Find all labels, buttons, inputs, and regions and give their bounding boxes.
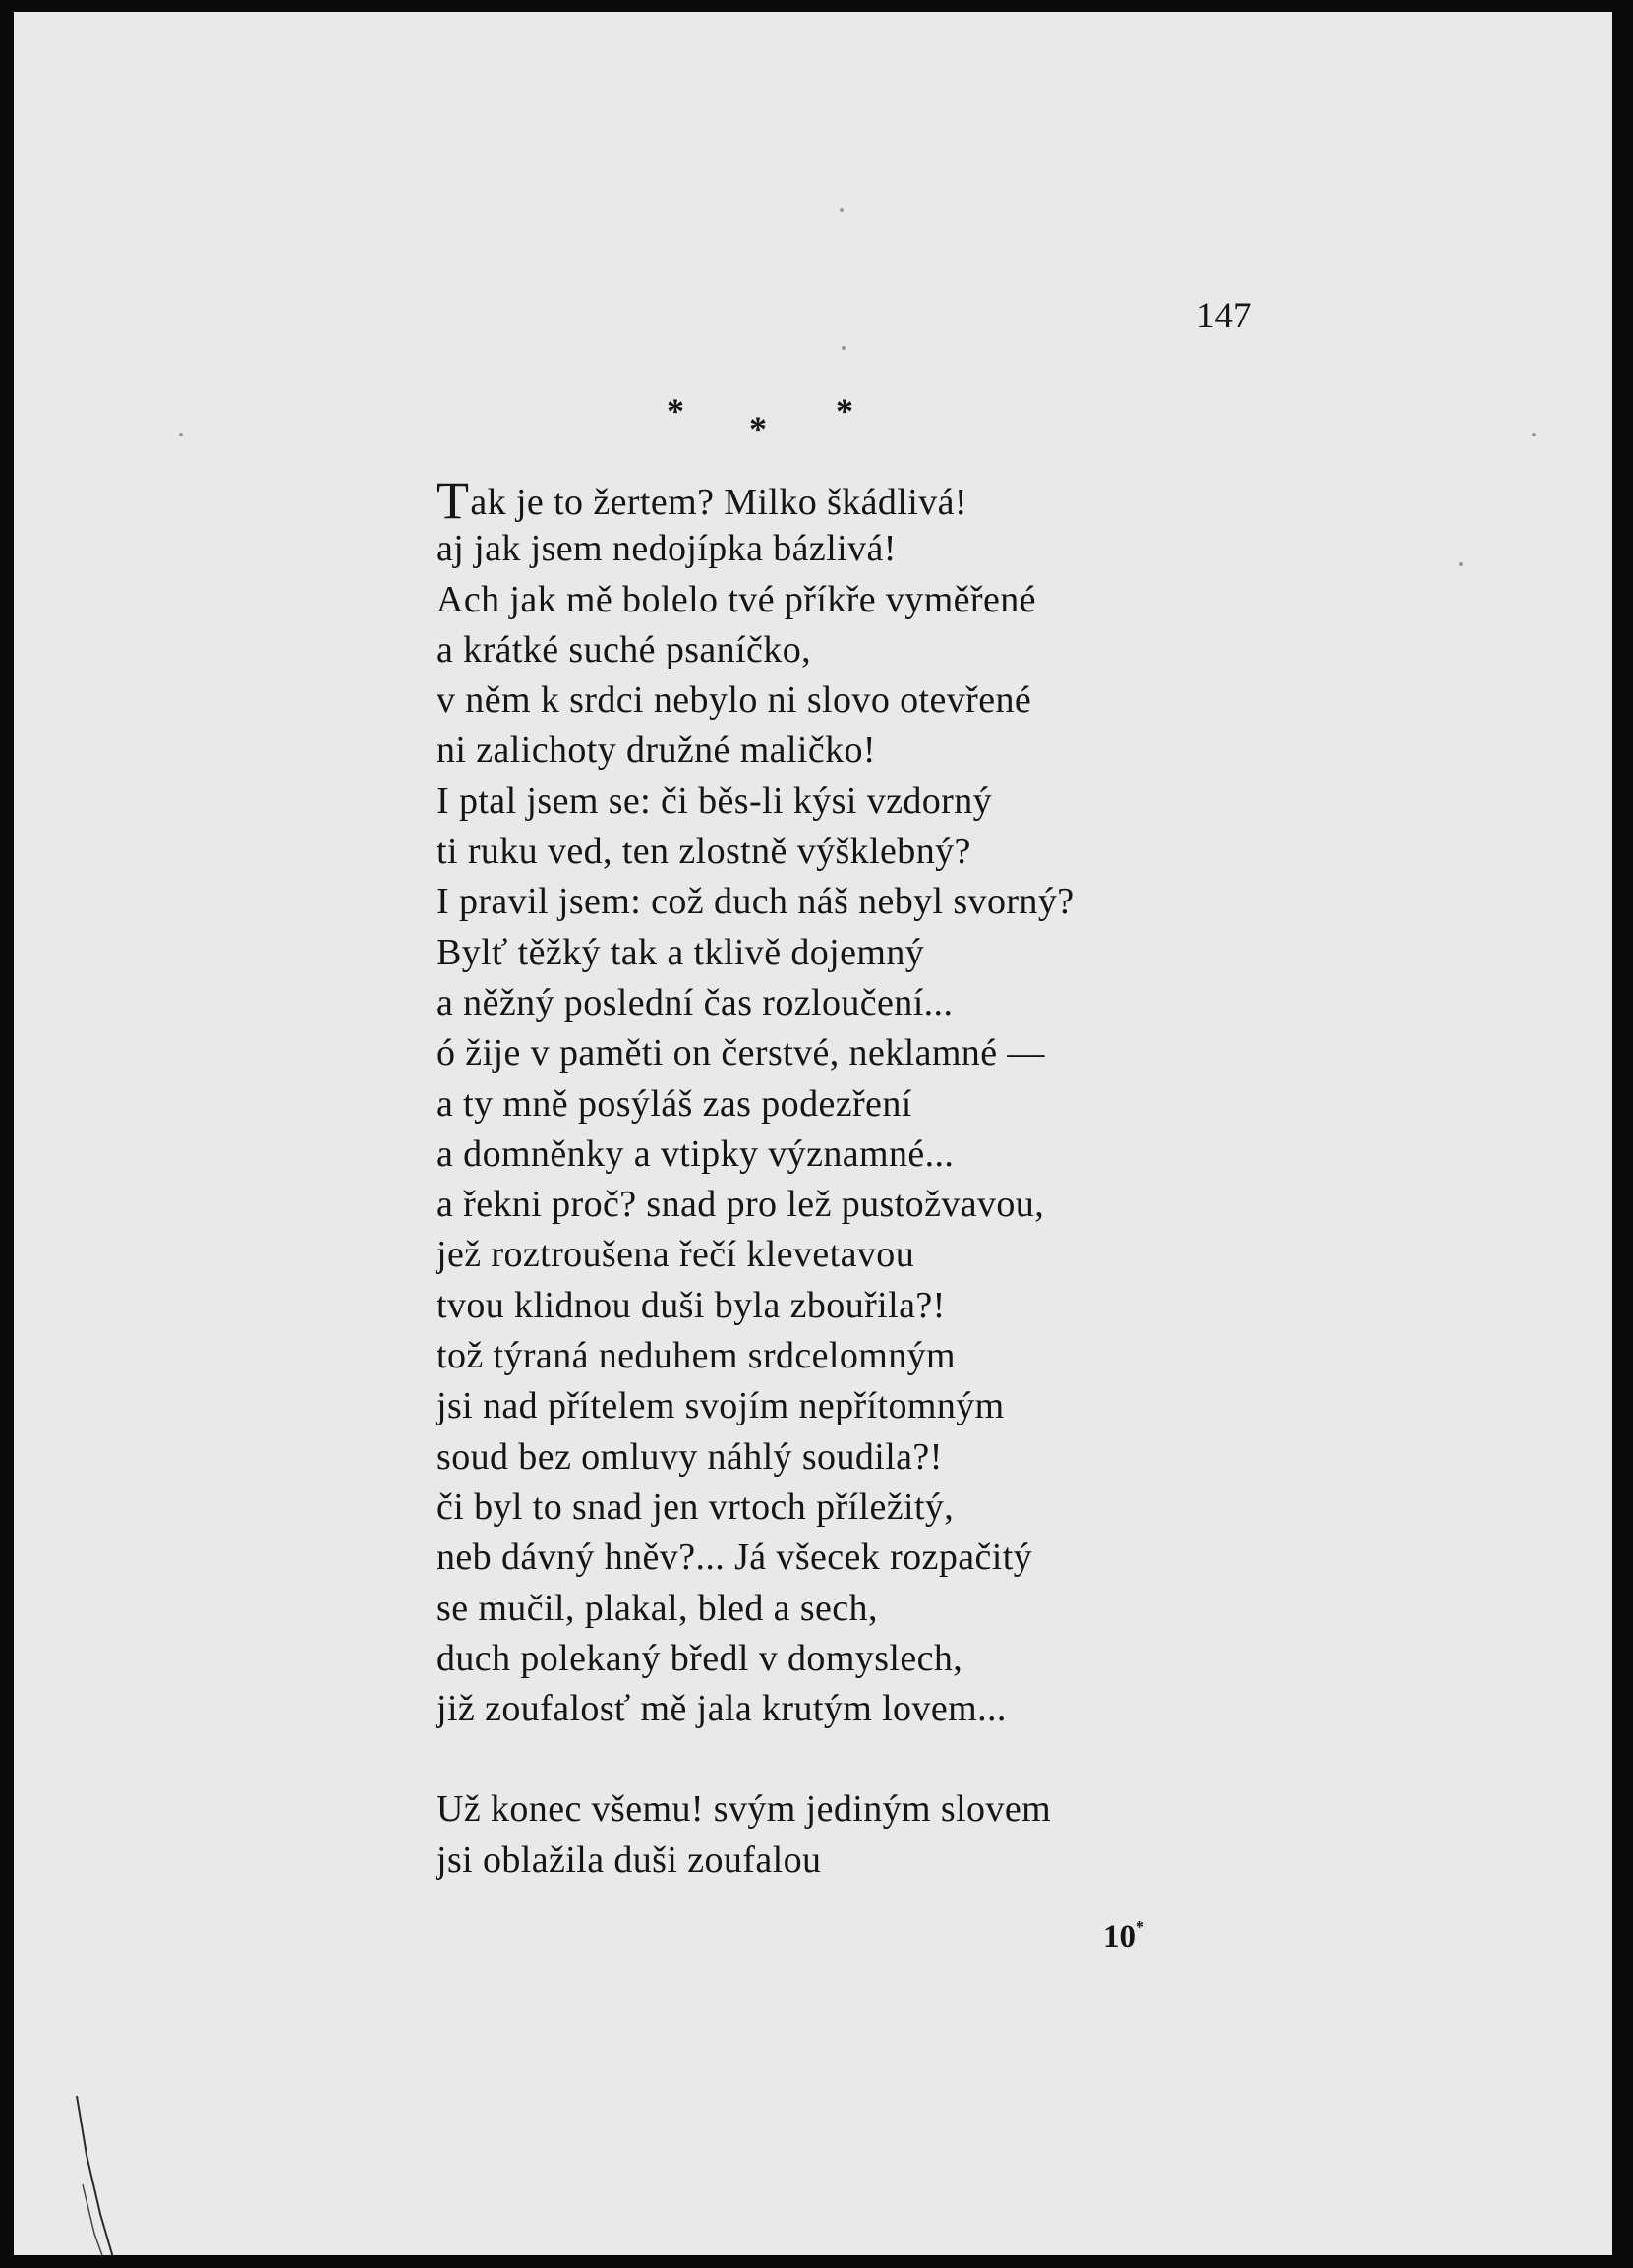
paper-speck xyxy=(842,346,846,350)
poem-line: duch polekaný bředl v domyslech, xyxy=(437,1637,963,1679)
poem-line: jsi nad přítelem svojím nepřítomným xyxy=(437,1385,1005,1427)
book-page xyxy=(14,12,1612,2255)
poem-line: a něžný poslední čas rozloučení... xyxy=(437,981,954,1023)
first-line-rest: ak je to žertem? Milko škádlivá! xyxy=(470,482,967,523)
poem-line: ó žije v paměti on čerstvé, neklamné — xyxy=(437,1032,1045,1075)
paper-speck xyxy=(1459,562,1463,566)
poem-line: soud bez omluvy náhlý soudila?! xyxy=(437,1435,943,1478)
poem-line xyxy=(437,471,1321,530)
page-number: 147 xyxy=(1196,296,1252,336)
poem-line: ni zalichoty družné maličko! xyxy=(437,729,876,772)
stanza-1 xyxy=(437,471,1321,1734)
paper-speck xyxy=(840,208,844,212)
poem-line: I ptal jsem se: či běs-li kýsi vzdorný xyxy=(437,780,993,822)
paper-speck xyxy=(1532,433,1536,436)
poem-line: již zoufalosť mě jala krutým lovem... xyxy=(437,1688,1007,1730)
signature-mark xyxy=(1103,1917,1144,1955)
poem-line: neb dávný hněv?... Já všecek rozpačitý xyxy=(437,1537,1033,1579)
poem-line: ti ruku ved, ten zlostně výšklebný? xyxy=(437,831,971,873)
asterism-star-bottom: * xyxy=(749,409,767,448)
signature-asterisk: * xyxy=(1136,1917,1144,1937)
poem-line: a domněnky a vtipky významné... xyxy=(437,1133,955,1175)
stanza-2 xyxy=(437,1784,1321,1886)
signature-number: 10 xyxy=(1103,1919,1136,1954)
poem-line: tož týraná neduhem srdcelomným xyxy=(437,1335,957,1377)
poem-line: a krátké suché psaníčko, xyxy=(437,628,812,670)
poem-line: se mučil, plakal, bled a sech, xyxy=(437,1587,878,1629)
poem-line: aj jak jsem nedojípka bázlivá! xyxy=(437,528,897,570)
poem-line: v něm k srdci nebylo ni slovo otevřené xyxy=(437,679,1032,722)
asterism-star-right: * xyxy=(836,391,853,431)
poem-line: tvou klidnou duši byla zbouřila?! xyxy=(437,1284,946,1326)
paper-speck xyxy=(179,433,183,436)
stanza-break xyxy=(437,1734,1321,1784)
initial-capital: T xyxy=(437,471,470,530)
poem-line: I pravil jsem: což duch náš nebyl svorný? xyxy=(437,881,1075,923)
poem-line: a ty mně posýláš zas podezření xyxy=(437,1082,912,1125)
asterism-star-left: * xyxy=(667,391,684,431)
poem-line: či byl to snad jen vrtoch příležitý, xyxy=(437,1485,955,1528)
poem-line: Už konec všemu! svým jediným slovem xyxy=(437,1788,1052,1831)
poem-text xyxy=(437,471,1321,1886)
page-edge-scratch xyxy=(75,2096,134,2255)
poem-line: Bylť těžký tak a tklivě dojemný xyxy=(437,931,925,973)
poem-line: jsi oblažila duši zoufalou xyxy=(437,1838,822,1881)
poem-line: a řekni proč? snad pro lež pustožvavou, xyxy=(437,1184,1045,1226)
poem-line: jež roztroušena řečí klevetavou xyxy=(437,1234,915,1276)
poem-line: Ach jak mě bolelo tvé příkře vyměřené xyxy=(437,578,1036,620)
